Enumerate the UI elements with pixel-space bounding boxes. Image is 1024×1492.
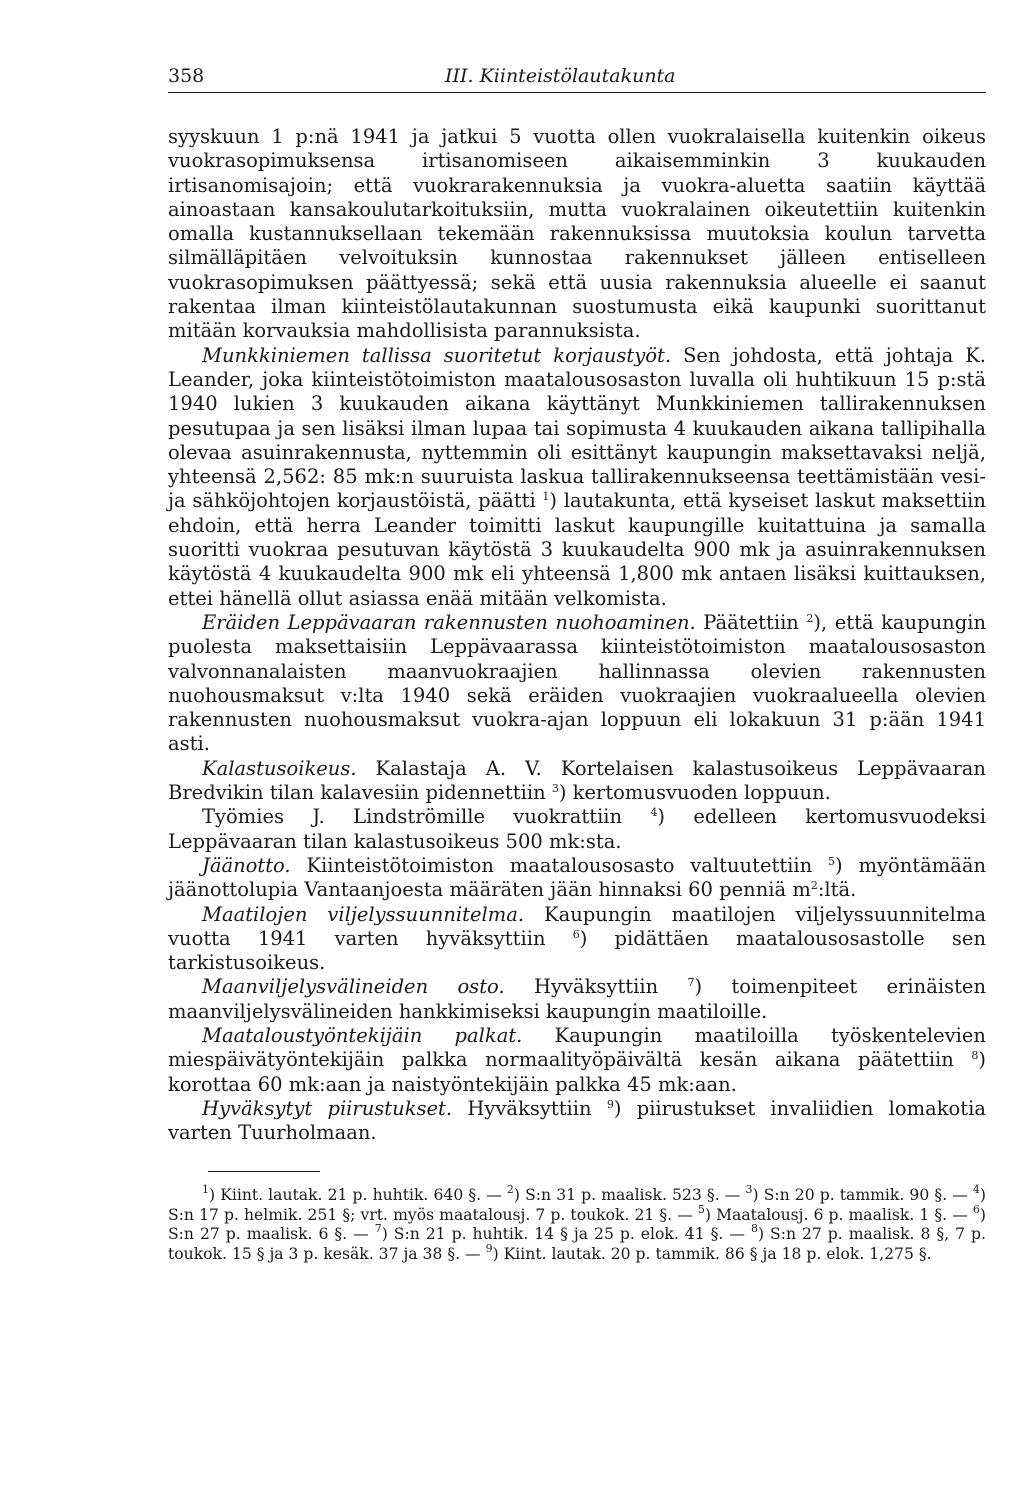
footnote-ref-9: 9 bbox=[606, 1097, 614, 1111]
paragraph-text: Kaupungin maatilojen viljelyssuunnitelma vuotta 1941 varten hyväksyttiin bbox=[168, 902, 986, 950]
document-page bbox=[168, 62, 986, 1264]
paragraph-text: ) piirustukset invaliidien lomakotia varten Tuurholmaan. bbox=[168, 1096, 986, 1145]
paragraph-text: ) kertomusvuoden loppuun. bbox=[558, 781, 831, 805]
paragraph-text: Hyväksyttiin bbox=[504, 975, 688, 999]
body-text bbox=[168, 125, 986, 1145]
section-heading-kalastusoikeus: Kalastusoikeus. bbox=[202, 756, 357, 780]
footnote-number: 1 bbox=[202, 1183, 209, 1197]
footnote-number: 6 bbox=[972, 1202, 980, 1216]
footnote-text: ) Kiint. lautak. 21 p. huhtik. 640 §. — bbox=[209, 1186, 507, 1205]
paragraph-lindstrom bbox=[168, 805, 986, 854]
footnote-text: ) Maatalousj. 6 p. maalisk. 1 §. — bbox=[704, 1205, 973, 1224]
section-heading-maanviljelysvalineet: Maanviljelysvälineiden osto. bbox=[202, 975, 505, 999]
footnote-number: 7 bbox=[374, 1222, 382, 1236]
paragraph-maanviljelysvalineet bbox=[168, 975, 986, 1024]
section-heading-piirustukset: Hyväksytyt piirustukset. bbox=[202, 1096, 453, 1120]
paragraph-viljelyssuunnitelma bbox=[168, 903, 986, 976]
paragraph-text: ) myöntämään jäänottolupia Vantaanjoesta määräten jään hinnaksi 60 penniä m bbox=[168, 853, 987, 902]
section-heading-viljelyssuunnitelma: Maatilojen viljelyssuunnitelma. bbox=[202, 902, 525, 926]
footnote-text: ) S:n 21 p. huhtik. 14 § ja 25 p. elok. 41 §. — bbox=[381, 1225, 751, 1244]
paragraph-text: Päätettiin bbox=[695, 610, 807, 634]
square-unit-superscript: 2 bbox=[810, 879, 818, 893]
footnote-divider bbox=[208, 1171, 320, 1172]
footnote-ref-2: 2 bbox=[806, 611, 814, 625]
paragraph-text: Työmies J. Lindströmille vuokrattiin bbox=[202, 805, 651, 829]
paragraph-kalastusoikeus bbox=[168, 757, 986, 806]
section-heading-jaanotto: Jäänotto. bbox=[202, 853, 291, 877]
page-number: 358 bbox=[168, 65, 205, 87]
paragraph-piirustukset bbox=[168, 1097, 986, 1146]
running-header bbox=[168, 62, 986, 93]
footnote-number: 5 bbox=[697, 1202, 705, 1216]
paragraph-jaanotto bbox=[168, 854, 986, 903]
paragraph-text: Hyväksyttiin bbox=[452, 1096, 607, 1120]
section-heading-palkat: Maataloustyöntekijäin palkat. bbox=[202, 1023, 523, 1047]
paragraph-text: Kalastaja A. V. Kortelaisen kalastusoikeus Leppävaaran Bredvikin tilan kalavesiin pidennettiin bbox=[168, 756, 986, 805]
paragraph-text: ) lautakunta, että kyseiset laskut maksettiin ehdoin, että herra Leander toimitti laskut kaupungille kuitattuina ja samalla suoritti vuokraa pesutuvan käytöstä 3 kuukaudelta 900 mk ja asuinrakennuksen käytöstä 4 kuukaudelta 900 mk eli yhteensä 1,800 mk antaen lisäksi kuittauksen, ettei hänellä ollut asiassa enää mitään velkomista. bbox=[168, 489, 986, 610]
paragraph-munkkiniemi bbox=[168, 344, 986, 611]
footnote-text: ) S:n 27 p. maalisk. 6 §. — bbox=[168, 1205, 986, 1244]
section-heading-nuohoaminen: Eräiden Leppävaaran rakennusten nuohoaminen. bbox=[202, 610, 696, 634]
paragraph-text: ), että kaupungin puolesta maksettaisiin Leppävaarassa kiinteistötoimiston maatalousosaston valvonnanalaisten maanvuokraajien hallinnassa olevien rakennusten nuohousmaksut v:lta 1940 sekä eräiden vuokraajien vuokraalueella olevien rakennusten nuohousmaksut vuokra-ajan loppuun eli lokakuun 31 p:ään 1941 asti. bbox=[168, 610, 986, 756]
footnote-number: 9 bbox=[485, 1241, 493, 1255]
footnote-text: ) S:n 27 p. maalisk. 8 §, 7 p. toukok. 15 § ja 3 p. kesäk. 37 ja 38 §. — bbox=[168, 1225, 986, 1263]
footnote-ref-1: 1 bbox=[542, 490, 550, 504]
paragraph-1 bbox=[168, 125, 986, 344]
paragraph-text: ) pidättäen maatalousosastolle sen tarkistusoikeus. bbox=[168, 926, 987, 975]
footnote-number: 2 bbox=[506, 1183, 514, 1197]
paragraph-text: ) toimenpiteet erinäisten maanviljelysvälineiden hankkimiseksi kaupungin maatiloille. bbox=[168, 975, 986, 1023]
paragraph-1-text: syyskuun 1 p:nä 1941 ja jatkui 5 vuotta ollen vuokralaisella kuitenkin oikeus vuokrasopimuksensa irtisanomiseen aikaisemminkin 3 kuukauden irtisanomisajoin; että vuokrarakennuksia ja vuokra-aluetta saatiin käyttää ainoastaan kansakoulutarkoituksiin, mutta vuokralainen oikeutettiin kuitenkin omalla kustannuksellaan tekemään rakennuksissa muutoksia koulun tarvetta silmälläpitäen velvoituksin kunnostaa rakennukset jälleen entiselleen vuokrasopimuksen päättyessä; sekä että uusia rakennuksia alueelle ei saanut rakentaa ilman kiinteistölautakunnan suostumusta eikä kaupunki suorittanut mitään korvauksia mahdollisista parannuksista. bbox=[168, 125, 986, 343]
footnote-ref-8: 8 bbox=[971, 1049, 979, 1063]
paragraph-text: Kaupungin maatiloilla työskentelevien miespäivätyöntekijäin palkka normaalityöpäivältä kesän aikana päätettiin bbox=[168, 1023, 986, 1072]
footnote-text: ) S:n 31 p. maalisk. 523 §. — bbox=[513, 1186, 746, 1205]
paragraph-text: Kiinteistötoimiston maatalousosasto valtuutettiin bbox=[290, 853, 829, 877]
footnote-ref-3: 3 bbox=[551, 782, 559, 796]
footnote-ref-4: 4 bbox=[650, 806, 658, 820]
footnote-ref-6: 6 bbox=[572, 927, 580, 941]
paragraph-text: ) korottaa 60 mk:aan ja naistyöntekijäin palkka 45 mk:aan. bbox=[168, 1048, 986, 1096]
footnote-number: 8 bbox=[750, 1222, 758, 1236]
paragraph-text: :ltä. bbox=[817, 878, 857, 902]
footnotes bbox=[168, 1183, 987, 1264]
paragraph-nuohoaminen bbox=[168, 611, 986, 757]
footnote-text: ) Kiint. lautak. 20 p. tammik. 86 § ja 18 p. elok. 1,275 §. bbox=[492, 1244, 932, 1263]
paragraph-text: Sen johdosta, että johtaja K. Leander, joka kiinteistötoimiston maatalousosaston luvalla oli huhtikuun 15 p:stä 1940 lukien 3 kuukauden aikana käyttänyt Munkkiniemen tallirakennuksen pesutupaa ja sen lisäksi ilman lupaa tai sopimusta 4 kuukauden aikana tallipihalla olevaa asuinrakennusta, nyttemmin oli esittänyt kaupungin maksettavaksi neljä, yhteensä 2,562: 85 mk:n suuruista laskua tallirakennukseensa teettämistään vesi- ja sähköjohtojen korjaustöistä, päätti bbox=[168, 343, 986, 513]
running-title: III. Kiinteistölautakunta bbox=[445, 65, 676, 87]
footnote-ref-5: 5 bbox=[828, 854, 836, 868]
paragraph-text: ) edelleen kertomusvuodeksi Leppävaaran tilan kalastusoikeus 500 mk:sta. bbox=[168, 805, 986, 853]
footnote-number: 4 bbox=[972, 1183, 980, 1197]
paragraph-palkat bbox=[168, 1024, 986, 1097]
footnote-number: 3 bbox=[745, 1183, 753, 1197]
section-heading-munkkiniemi: Munkkiniemen tallissa suoritetut korjaustyöt. bbox=[202, 343, 672, 367]
footnote-text: ) S:n 17 p. helmik. 251 §; vrt. myös maatalousj. 7 p. toukok. 21 §. — bbox=[168, 1186, 987, 1224]
footnote-ref-7: 7 bbox=[687, 976, 695, 990]
footnote-block bbox=[168, 1183, 987, 1264]
footnote-text: ) S:n 20 p. tammik. 90 §. — bbox=[752, 1186, 973, 1205]
